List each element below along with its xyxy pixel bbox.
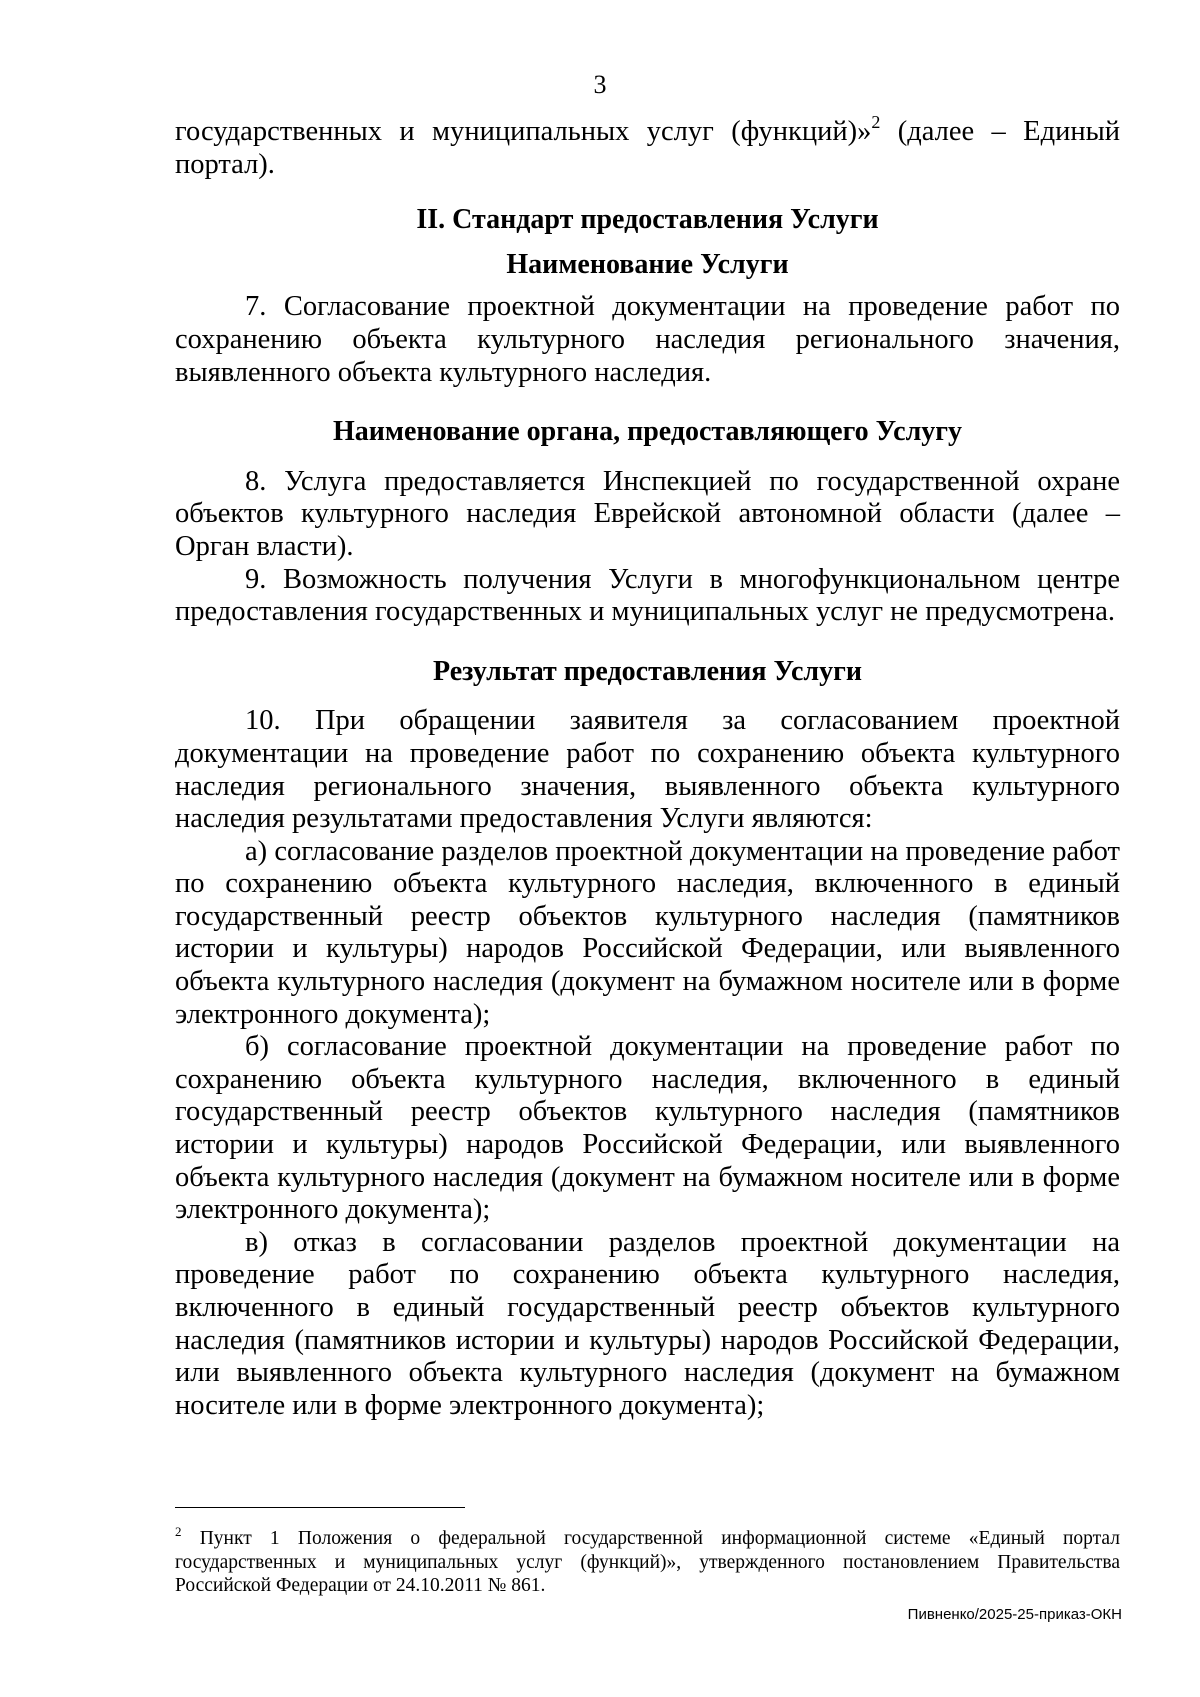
intro-paragraph	[175, 111, 1120, 181]
intro-text-after: (далее – Единый портал).	[175, 116, 1120, 180]
footnote-marker: 2	[175, 1523, 182, 1539]
footnote-separator	[175, 1507, 465, 1508]
paragraph-10: 10. При обращении заявителя за согласованием проектной документации на проведение работ по сохранению объекта культурного наследия регионального значения, выявленного объекта культурного наследия результатами предоставления Услуги являются:	[175, 705, 1120, 835]
subsection-heading-result: Результат предоставления Услуги	[433, 655, 862, 687]
paragraph-8: 8. Услуга предоставляется Инспекцией по государственной охране объектов культурного наследия Еврейской автономной области (далее – Орган власти).	[175, 465, 1120, 562]
footnote-text: Пункт 1 Положения о федеральной государственной информационной системе «Единый портал государственных и муниципальных услуг (функций)», утвержденного постановлением Правительства Российской Федерации от 24.10.2011 № 861.	[175, 1528, 1120, 1596]
page-number: 3	[593, 70, 607, 99]
paragraph-10-b: б) согласование проектной документации на проведение работ по сохранению объекта культурного наследия, включенного в единый государственный реестр объектов культурного наследия (памятников истории и культуры) народов Российской Федерации, или выявленного объекта культурного наследия (документ на бумажном носителе или в форме электронного документа);	[175, 1031, 1120, 1226]
subsection-heading-authority: Наименование органа, предоставляющего Услугу	[332, 416, 962, 448]
subsection-heading-service-name: Наименование Услуги	[506, 248, 789, 280]
paragraph-9: 9. Возможность получения Услуги в многофункциональном центре предоставления государственных и муниципальных услуг не предусмотрена.	[175, 563, 1120, 628]
paragraph-10-v: в) отказ в согласовании разделов проектной документации на проведение работ по сохранению объекта культурного наследия, включенного в единый государственный реестр объектов культурного наследия (памятников истории и культуры) народов Российской Федерации, или выявленного объекта культурного наследия (документ на бумажном носителе или в форме электронного документа);	[175, 1226, 1120, 1421]
paragraph-7: 7. Согласование проектной документации на проведение работ по сохранению объекта культурного наследия регионального значения, выявленного объекта культурного наследия.	[175, 291, 1120, 388]
footnote-reference[interactable]: 2	[871, 111, 881, 132]
document-body	[175, 111, 1120, 1422]
footnote	[175, 1523, 1120, 1598]
document-code: Пивненко/2025-25-приказ-ОКН	[907, 1606, 1122, 1623]
intro-text-before: государственных и муниципальных услуг (функций)»	[175, 116, 872, 147]
section-title: II. Стандарт предоставления Услуги	[416, 204, 879, 236]
paragraph-10-a: а) согласование разделов проектной документации на проведение работ по сохранению объекта культурного наследия, включенного в единый государственный реестр объектов культурного наследия (памятников истории и культуры) народов Российской Федерации, или выявленного объекта культурного наследия (документ на бумажном носителе или в форме электронного документа);	[175, 835, 1120, 1030]
